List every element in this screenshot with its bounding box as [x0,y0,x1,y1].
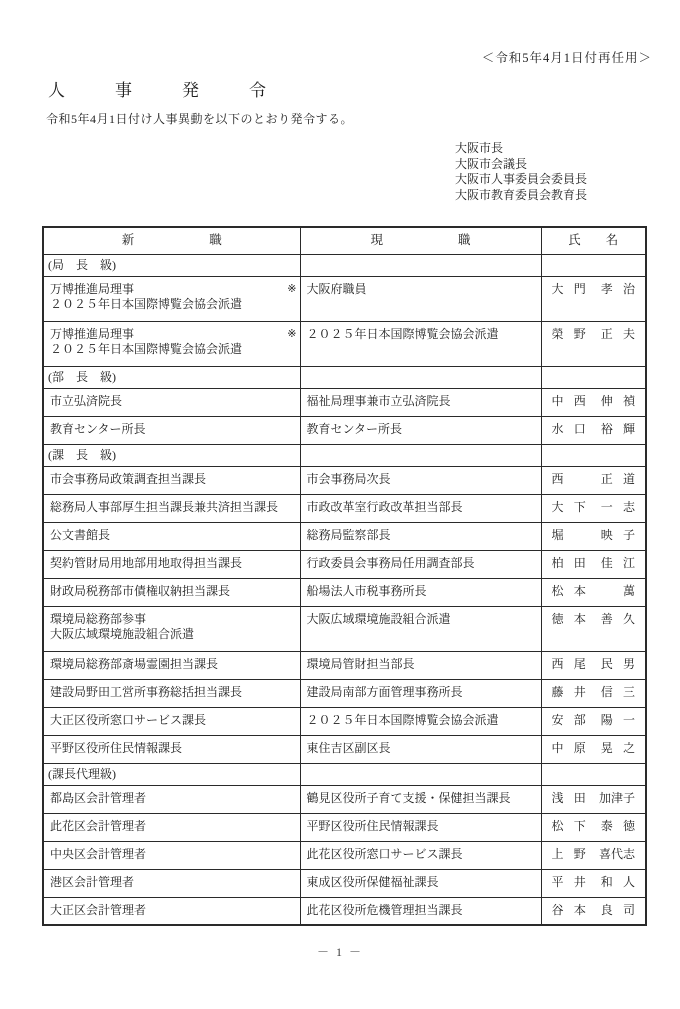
new-position-line: 建設局野田工営所事務総括担当課長 [50,684,243,699]
current-position-cell: 大阪府職員 [300,276,541,321]
section-label-cell: (局 長 級) [43,254,300,276]
name-family: 松本 [551,583,596,598]
name-family: 中原 [551,740,596,755]
name-family: 水口 [551,421,596,436]
remark-asterisk: ※ [287,282,297,295]
new-position-line: 教育センター所長 [50,421,146,436]
section-empty-name-cell [541,366,646,388]
table-row [43,785,646,813]
table-row [43,388,646,416]
name-family: 安部 [551,712,596,727]
name-family: 浅田 [551,790,596,805]
table-row [43,813,646,841]
name-cell [541,841,646,869]
new-position-cell [43,813,300,841]
name-layout [542,422,646,437]
new-position-line: ２０２５年日本国際博覧会協会派遣 [50,296,243,311]
name-family: 平井 [551,874,596,889]
name-cell [541,813,646,841]
new-position-line: 大正区会計管理者 [50,902,147,917]
name-cell [541,606,646,651]
name-layout [542,556,646,571]
new-position-line: 万博推進局理事 [50,281,135,296]
section-row [43,366,646,388]
name-given: 正夫 [600,326,646,341]
intro-sentence: 令和5年4月1日付け人事異動を以下のとおり発令する。 [46,112,354,126]
name-family: 大門 [551,281,596,296]
section-empty-name-cell [541,254,646,276]
name-cell [541,416,646,444]
name-given: 和人 [600,874,646,889]
new-position-cell [43,466,300,494]
name-layout [542,685,646,700]
table-row [43,679,646,707]
name-given: 民男 [600,656,646,671]
name-layout [542,282,646,297]
section-label-cell: (課 長 級) [43,444,300,466]
name-given: 孝治 [600,281,646,296]
table-row [43,578,646,606]
name-cell [541,276,646,321]
name-cell [541,466,646,494]
section-empty-name-cell [541,763,646,785]
current-position-cell: 此花区役所窓口サービス課長 [300,841,541,869]
current-position-cell: 総務局監察部長 [300,522,541,550]
new-position-line: 環境局総務部参事 [50,611,147,626]
table-row [43,651,646,679]
name-layout [542,472,646,487]
new-position-cell [43,785,300,813]
name-given: 映子 [600,527,646,542]
name-cell [541,388,646,416]
new-position-cell [43,578,300,606]
new-position-cell [43,522,300,550]
name-cell [541,550,646,578]
name-layout [542,657,646,672]
name-given: 良司 [600,902,646,917]
name-layout [542,612,646,627]
name-family: 榮野 [551,326,596,341]
current-position-cell: 船場法人市税事務所長 [300,578,541,606]
issuer-line: 大阪市会議長 [455,156,528,171]
name-layout [542,903,646,918]
new-position-line: 大正区役所窓口サービス課長 [50,712,207,727]
new-position-cell [43,869,300,897]
name-family: 西 [551,471,564,486]
current-position-cell: 平野区役所住民情報課長 [300,813,541,841]
name-given: 泰徳 [600,818,646,833]
new-position-line: 総務局人事部厚生担当課長兼共済担当課長 [50,499,279,514]
name-given: 伸禎 [600,393,646,408]
current-position-cell: 市会事務局次長 [300,466,541,494]
name-cell [541,578,646,606]
remark-asterisk: ※ [287,327,297,340]
name-family: 大下 [551,499,596,514]
name-family: 松下 [551,818,596,833]
table-row [43,522,646,550]
name-family: 藤井 [551,684,596,699]
new-position-line: 財政局税務部市債権収納担当課長 [50,583,231,598]
name-family: 徳本 [551,611,596,626]
name-layout [542,741,646,756]
new-position-line: ２０２５年日本国際博覧会協会派遣 [50,341,243,356]
new-position-line: 市立弘済院長 [50,393,123,408]
new-position-cell [43,606,300,651]
document-page [0,48,680,1009]
header-row [43,227,646,254]
name-family: 中西 [551,393,596,408]
name-family: 堀 [551,527,564,542]
name-layout [542,394,646,409]
name-given: 一志 [600,499,646,514]
section-empty-current-cell [300,366,541,388]
new-position-line: 中央区会計管理者 [50,846,147,861]
table-row [43,606,646,651]
new-position-cell [43,897,300,925]
name-cell [541,897,646,925]
section-empty-current-cell [300,763,541,785]
new-position-line: 環境局総務部斎場霊園担当課長 [50,656,219,671]
name-family: 谷本 [551,902,596,917]
current-position-cell: ２０２５年日本国際博覧会協会派遣 [300,707,541,735]
current-position-cell: 鶴見区役所子育て支援・保健担当課長 [300,785,541,813]
name-layout [542,819,646,834]
new-position-line: 大阪広域環境施設組合派遣 [50,626,195,641]
page-number: － 1 － [316,945,363,959]
personnel-table [42,226,647,926]
new-position-cell [43,276,300,321]
name-given: 佳江 [600,555,646,570]
section-empty-current-cell [300,444,541,466]
new-position-cell [43,841,300,869]
name-layout [542,791,646,806]
name-layout [542,584,646,599]
table-row [43,276,646,321]
name-cell [541,785,646,813]
name-cell [541,321,646,366]
section-label-cell: (部 長 級) [43,366,300,388]
new-position-line: 此花区会計管理者 [50,818,147,833]
current-position-cell: 環境局管財担当部長 [300,651,541,679]
name-cell [541,707,646,735]
name-layout [542,528,646,543]
current-position-cell: 東成区役所保健福祉課長 [300,869,541,897]
name-family: 西尾 [551,656,596,671]
new-position-cell [43,651,300,679]
table-row [43,494,646,522]
table-row [43,841,646,869]
issuer-line: 大阪市長 [455,141,504,155]
name-given: 晃之 [600,740,646,755]
issuer-line: 大阪市人事委員会委員長 [455,172,588,186]
new-position-cell [43,416,300,444]
new-position-cell [43,321,300,366]
section-row [43,763,646,785]
table-row [43,321,646,366]
name-family: 上野 [551,846,596,861]
col-header-name: 氏 名 [541,227,646,254]
name-given: 陽一 [600,712,646,727]
name-layout [542,327,646,342]
new-position-cell [43,679,300,707]
name-given: 喜代志 [598,846,635,861]
name-given: 加津子 [598,790,635,805]
current-position-cell: ２０２５年日本国際博覧会協会派遣 [300,321,541,366]
current-position-cell: 此花区役所危機管理担当課長 [300,897,541,925]
name-layout [542,847,646,862]
issuer-list [455,141,680,203]
current-position-cell: 東住吉区副区長 [300,735,541,763]
new-position-line: 都島区会計管理者 [50,790,147,805]
name-cell [541,679,646,707]
new-position-line: 契約管財局用地部用地取得担当課長 [50,555,243,570]
table-row [43,869,646,897]
section-label-cell: (課長代理級) [43,763,300,785]
name-layout [542,875,646,890]
new-position-line: 公文書館長 [50,527,111,542]
new-position-line: 万博推進局理事 [50,326,135,341]
col-header-current-position: 現 職 [300,227,541,254]
name-cell [541,735,646,763]
section-empty-current-cell [300,254,541,276]
name-given: 善久 [600,611,646,626]
new-position-line: 平野区役所住民情報課長 [50,740,183,755]
name-given: 裕輝 [600,421,646,436]
new-position-line: 港区会計管理者 [50,874,135,889]
new-position-line: 市会事務局政策調査担当課長 [50,471,207,486]
current-position-cell: 市政改革室行政改革担当部長 [300,494,541,522]
document-title: 人事発令 [48,81,316,100]
new-position-cell [43,735,300,763]
name-cell [541,651,646,679]
name-cell [541,522,646,550]
current-position-cell: 行政委員会事務局任用調査部長 [300,550,541,578]
table-row [43,466,646,494]
name-layout [542,500,646,515]
name-given: 正道 [600,471,646,486]
col-header-new-position: 新 職 [43,227,300,254]
name-given: 信三 [600,684,646,699]
current-position-cell: 建設局南部方面管理事務所長 [300,679,541,707]
name-layout [542,713,646,728]
name-cell [541,494,646,522]
table-row [43,416,646,444]
reappointment-date-note: ＜令和5年4月1日付再任用＞ [481,51,652,65]
table-row [43,550,646,578]
name-cell [541,869,646,897]
new-position-cell [43,388,300,416]
current-position-cell: 教育センター所長 [300,416,541,444]
current-position-cell: 大阪広域環境施設組合派遣 [300,606,541,651]
new-position-cell [43,494,300,522]
section-empty-name-cell [541,444,646,466]
name-given: 萬 [622,583,635,598]
new-position-cell [43,707,300,735]
issuer-line: 大阪市教育委員会教育長 [455,187,588,202]
current-position-cell: 福祉局理事兼市立弘済院長 [300,388,541,416]
section-row [43,254,646,276]
table-row [43,897,646,925]
section-row [43,444,646,466]
table-row [43,735,646,763]
new-position-cell [43,550,300,578]
name-family: 柏田 [551,555,596,570]
table-row [43,707,646,735]
